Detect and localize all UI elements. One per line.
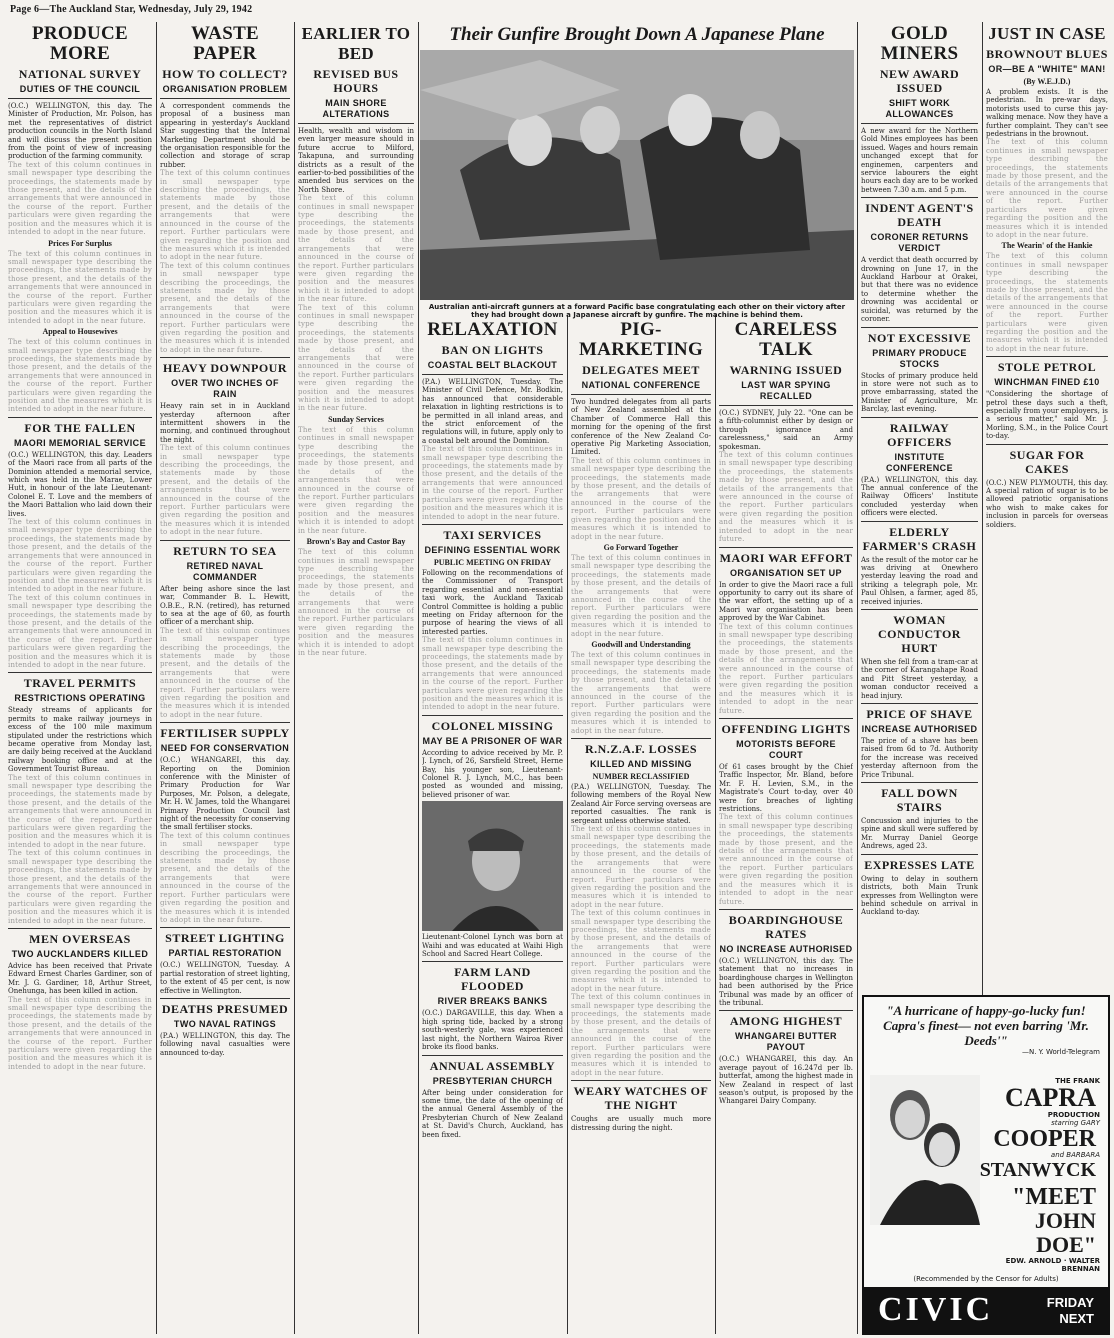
masthead: Page 6—The Auckland Star, Wednesday, July 29, 1942 — [10, 4, 253, 15]
crosshead: Brown's Bay and Castor Bay — [306, 537, 406, 547]
article-text: Health, wealth and wisdom in even larger measure should in future accrue to Milford, Takapuna, and surrounding districts as a result of the earlier-to-bed possibilities of the amended bus services on the North Shore. — [298, 127, 414, 194]
article-continuation: The text of this column continues in small newspaper type describing the proceedings, the statements made by those present, and the details of the arrangements that were announced in the course of the report. Further particulars were given regarding the position and the measures which it is intended to adopt in the near future. — [8, 849, 152, 925]
subhead-small: KILLED AND MISSING — [590, 759, 692, 770]
ad-film-title: JOHN DOE" — [1034, 1208, 1096, 1257]
headline-woman-conductor-hurt: WOMAN CONDUCTOR HURT — [878, 613, 961, 655]
article-continuation: The text of this column continues in small newspaper type describing the proceedings, the statements made by those present, and the details of the arrangements that were announced in the course of the report. Further particulars were given regarding the position and the measures which it is intended to adopt in the near future. — [298, 303, 414, 413]
headline-farm-land-flooded: FARM LAND FLOODED — [454, 965, 531, 994]
divider — [861, 703, 978, 704]
article-text: A new award for the Northern Gold Mines employees has been issued. Wages and hours remain unchanged except that for enginemen, carpenters and service labourers the eight hours each day are to be worked between 7.30 a.m. and 5 p.m. — [861, 127, 978, 194]
ad-director: CAPRA — [1005, 1083, 1096, 1112]
article-text: (O.C.) WELLINGTON, this day. The Minister of Production, Mr. Polson, has met the representatives of district production councils in the North Island and will discuss the present position from the point of view of increasing production of the farming community. — [8, 102, 152, 161]
article-continuation: The text of this column continues in small newspaper type describing the proceedings, the statements made by those present, and the details of the arrangements that were announced in the course of the report. Further particulars were given regarding the position and the measures which it is intended to adopt in the near future. — [298, 194, 414, 304]
ad-line: starring GARY — [1051, 1119, 1100, 1127]
crosshead: NUMBER RECLASSIFIED — [592, 772, 690, 782]
article-continuation: The text of this column continues in small newspaper type describing the proceedings, the statements made by those present, and the details of the arrangements that were announced in the course of the report. Further particulars were given regarding the position and the measures which it is intended to adopt in the near future. — [8, 773, 152, 849]
headline-relaxation: RELAXATION — [427, 319, 558, 340]
article-text: (O.C.) WELLINGTON, this day. Leaders of the Maori race from all parts of the Dominion attended a memorial service, which was held in the Marae, Lower Hutt, in honour of the late Lieutenant-Colonel E. T. Love and the members of the Maori Battalion who laid down their lives. — [8, 450, 152, 518]
crosshead: PUBLIC MEETING ON FRIDAY — [433, 557, 552, 567]
column-rule — [156, 22, 157, 1334]
divider — [8, 417, 152, 418]
headline-maori-war-effort: MAORI WAR EFFORT — [719, 550, 853, 565]
subhead-small: WINCHMAN FINED £10 — [994, 377, 1100, 388]
ad-star-cooper: COOPER — [993, 1126, 1096, 1152]
crosshead: Appeal to Housewives — [42, 327, 118, 337]
divider — [160, 722, 290, 723]
headline-colonel-missing: COLONEL MISSING — [431, 718, 554, 733]
photo-headline: Their Gunfire Brought Down A Japanese Plane — [449, 24, 825, 45]
column-rule — [715, 315, 716, 1334]
ad-next: NEXT — [1059, 1311, 1094, 1326]
subhead-small: MAORI MEMORIAL SERVICE — [14, 437, 146, 448]
headline-boardinghouse-rates: BOARDINGHOUSE RATES — [728, 912, 844, 941]
ad-billing — [978, 1077, 1108, 1273]
headline-not-excessive: NOT EXCESSIVE — [867, 330, 972, 345]
ad-cast: EDW. ARNOLD · WALTER BRENNAN — [1005, 1257, 1100, 1273]
divider — [719, 718, 853, 719]
crosshead: The Wearin' of the Hankie — [1001, 241, 1093, 251]
headline-just-in-case: JUST IN CASE — [988, 24, 1106, 43]
article-text: According to advice received by Mr. P. J. Lynch, of 26, Sarsfield Street, Herne Bay, his younger son, Lieutenant-Colonel R. J. Lynch, M.C., has been posted as wounded and missing, believed prisoner of war. — [422, 748, 563, 799]
photo-caption: Australian anti-aircraft gunners at a forward Pacific base congratulating each other on their victory after they had brought down a Japanese aircraft by gunfire. The machine is behind them. — [428, 303, 846, 319]
article-text: Two hundred delegates from all parts of New Zealand assembled at the Chamber of Commerce Hall this morning for the opening of the first conference of the New Zealand Co-operative Pig Marketing Association, Limited. — [571, 398, 711, 457]
subhead-small: MAIN SHORE ALTERATIONS — [322, 98, 390, 119]
column-rule — [418, 22, 419, 1334]
article-continuation: The text of this column continues in small newspaper type describing the proceedings, the statements made by those present, and the details of the arrangements that were announced in the course of the report. Further particulars were given regarding the position and the measures which it is intended to adopt in the near future. — [8, 338, 152, 414]
article-text: (O.C.) WELLINGTON, Tuesday. A partial restoration of street lighting, to the extent of 45 per cent, is now effective in Wellington. — [160, 961, 290, 995]
headline-among-highest: AMONG HIGHEST — [729, 1014, 843, 1029]
subhead-small: RESTRICTIONS OPERATING — [14, 693, 146, 704]
column-rule — [857, 22, 858, 1334]
divider — [8, 928, 152, 929]
subhead-small: NEED FOR CONSERVATION — [160, 743, 290, 754]
headline-street-lighting: STREET LIGHTING — [165, 931, 285, 946]
subhead-small: RIVER BREAKS BANKS — [437, 996, 548, 1007]
article-continuation: The text of this column continues in small newspaper type describing the proceedings, the statements made by those present, and the details of the arrangements that were announced in the course of the report. Further particulars were given regarding the position and the measures which it is intended to adopt in the near future. — [719, 813, 853, 906]
byline: (By W.E.J.D.) — [1023, 77, 1071, 86]
subhead-small: NATIONAL CONFERENCE — [581, 380, 701, 390]
article-text: Stocks of primary produce held in store were not such as to prove embarrassing, stated the Minister of Agriculture, Mr. Barclay, last evening. — [861, 371, 978, 414]
article-continuation: The text of this column continues in small newspaper type describing the proceedings, the statements made by those present, and the details of the arrangements that were announced in the course of the report. Further particulars were given regarding the position and the measures which it is intended to adopt in the near future. — [8, 995, 152, 1071]
crosshead: Sunday Services — [328, 414, 384, 424]
headline-taxi-services: TAXI SERVICES — [443, 527, 542, 542]
article-continuation: The text of this column continues in small newspaper type describing the proceedings, the statements made by those present, and the details of the arrangements that were announced in the course of the report. Further particulars were given regarding the position and the measures which it is intended to adopt in the near future. — [422, 636, 563, 712]
headline-gold-miners: GOLD MINERS — [880, 23, 959, 64]
article-continuation: The text of this column continues in small newspaper type describing the proceedings, the statements made by those present, and the details of the arrangements that were announced in the course of the report. Further particulars were given regarding the position and the measures which it is intended to adopt in the near future. — [8, 160, 152, 237]
subhead: DELEGATES MEET — [582, 363, 700, 377]
article-text: (P.A.) WELLINGTON, Tuesday. The following members of the Royal New Zealand Air Force serving overseas are reported casualties. The rank is sergeant unless otherwise stated. — [571, 783, 711, 825]
headline-expresses-late: EXPRESSES LATE — [864, 857, 975, 872]
column-earlier-to-bed — [298, 22, 414, 1334]
article-continuation: The text of this column continues in small newspaper type describing the proceedings, the statements made by those present, and the details of the arrangements that were announced in the course of the report. Further particulars were given regarding the position and the measures which it is intended to adopt in the near future. — [571, 825, 711, 909]
divider — [719, 547, 853, 548]
subhead-small: WHANGAREI BUTTER PAYOUT — [735, 1031, 837, 1053]
headline-pig-marketing: PIG-MARKETING — [578, 319, 704, 360]
headline-fertiliser-supply: FERTILISER SUPPLY — [160, 726, 290, 741]
divider — [160, 540, 290, 541]
divider — [160, 927, 290, 928]
article-text: (O.C.) DARGAVILLE, this day. When a high spring tide, backed by a strong south-westerly gale, was experienced last night, the Northern Wairoa River broke its flood banks. — [422, 1009, 563, 1052]
headline-deaths-presumed: DEATHS PRESUMED — [161, 1001, 289, 1016]
subhead: BAN ON LIGHTS — [441, 343, 544, 357]
article-continuation: The text of this column continues in small newspaper type describing the proceedings, the statements made by those present, and the details of the arrangements that were announced in the course of the report. Further particulars were given regarding the position and the measures which it is intended to adopt in the near future. — [298, 425, 414, 535]
ad-line: THE FRANK — [1055, 1077, 1100, 1085]
subhead-small: CORONER RETURNS VERDICT — [870, 232, 969, 254]
portrait-photo — [422, 801, 563, 931]
divider — [571, 1080, 711, 1081]
article-text: (O.C.) NEW PLYMOUTH, this day. A special ration of sugar is to be allowed patriotic organisations who wish to make cakes for inclusion in parcels for overseas soldiers. — [986, 478, 1108, 529]
subhead-small: MAY BE A PRISONER OF WAR — [422, 735, 563, 746]
divider — [861, 782, 978, 783]
article-text: A problem exists. It is the pedestrian. In pre-war days, motorists used to curse this jay-walking menace. Now they have a further complaint. They can't see pedestrians in the brownout. — [986, 88, 1108, 139]
article-continuation: The text of this column continues in small newspaper type describing the proceedings, the statements made by those present, and the details of the arrangements that were announced in the course of the report. Further particulars were given regarding the position and the measures which it is intended to adopt in the near future. — [422, 445, 563, 521]
article-continuation: The text of this column continues in small newspaper type describing the proceedings, the statements made by those present, and the details of the arrangements that were announced in the course of the report. Further particulars were given regarding the position and the measures which it is intended to adopt in the near future. — [719, 451, 853, 544]
subhead-small: OR—BE A "WHITE" MAN! — [988, 64, 1106, 74]
article-continuation: The text of this column continues in small newspaper type describing the proceedings, the statements made by those present, and the details of the arrangements that were announced in the course of the report. Further particulars were given regarding the position and the measures which it is intended to adopt in the near future. — [571, 650, 711, 735]
subhead: HOW TO COLLECT? — [162, 67, 288, 81]
article-continuation: The text of this column continues in small newspaper type describing the proceedings, the statements made by those present, and the details of the arrangements that were announced in the course of the report. Further particulars were given regarding the position and the measures which it is intended to adopt in the near future. — [986, 138, 1108, 239]
column-waste-paper — [160, 22, 290, 1334]
article-text: (O.C.) WELLINGTON, this day. The statement that no increases in boardinghouse charges in Wellington had been authorised by the Price Tribunal was made by an officer of the tribunal. — [719, 956, 853, 1007]
article-continuation: The text of this column continues in small newspaper type describing the proceedings, the statements made by those present, and the details of the arrangements that were announced in the course of the report. Further particulars were given regarding the position and the measures which it is intended to adopt in the near future. — [8, 518, 152, 594]
article-text: (P.A.) WELLINGTON, this day. The following naval casualties were announced to-day. — [160, 1031, 290, 1057]
subhead-small: DEFINING ESSENTIAL WORK — [424, 544, 561, 555]
article-text: Concussion and injuries to the spine and skull were suffered by Mr. Murray Daniel George Andrews, aged 23. — [861, 817, 978, 851]
divider — [160, 98, 290, 99]
divider — [719, 1010, 853, 1011]
article-continuation: The text of this column continues in small newspaper type describing the proceedings, the statements made by those present, and the details of the arrangements that were announced in the course of the report. Further particulars were given regarding the position and the measures which it is intended to adopt in the near future. — [986, 252, 1108, 353]
article-continuation: The text of this column continues in small newspaper type describing the proceedings, the statements made by those present, and the details of the arrangements that were announced in the course of the report. Further particulars were given regarding the position and the measures which it is intended to adopt in the near future. — [571, 993, 711, 1077]
subhead-small: MOTORISTS BEFORE COURT — [736, 739, 836, 760]
article-text: (O.C.) WHANGAREI, this day. An average payout of 16.247d per lb. butterfat, among the highest made in New Zealand in respect of last season's output, is proposed by the Whangarei Dairy Company. — [719, 1055, 853, 1106]
ad-quote-source: —N. Y. World-Telegram — [1021, 1048, 1100, 1056]
divider — [8, 98, 152, 99]
portrait-illustration — [422, 801, 563, 931]
headline-offending-lights: OFFENDING LIGHTS — [721, 722, 851, 736]
article-text: Steady streams of applicants for permits to make railway journeys in excess of the 100 mile maximum stipulated under the restrictions which became operative from Monday last, are daily being received at the Auckland railway booking office and at the Government Tourist Bureau. — [8, 706, 152, 774]
crosshead: Prices For Surplus — [48, 238, 112, 248]
headline-weary-watches: WEARY WATCHES OF THE NIGHT — [573, 1084, 709, 1113]
ad-film-title: "MEET — [1012, 1184, 1096, 1210]
headline-careless-talk: CARELESS TALK — [734, 319, 838, 360]
ad-day: FRIDAY — [1046, 1295, 1094, 1310]
divider — [861, 854, 978, 855]
headline-earlier-to-bed: EARLIER TO BED — [301, 24, 411, 63]
subhead: REVISED BUS HOURS — [313, 67, 399, 95]
ad-theatre-banner — [864, 1287, 1108, 1333]
ad-star-stanwyck: STANWYCK — [979, 1159, 1096, 1181]
subhead-small: PRESBYTERIAN CHURCH — [432, 1075, 553, 1086]
divider — [719, 909, 853, 910]
movie-advertisement — [862, 995, 1110, 1335]
headline-men-overseas: MEN OVERSEAS — [29, 931, 131, 946]
headline-heavy-downpour: HEAVY DOWNPOUR — [162, 361, 287, 376]
divider — [719, 405, 853, 406]
subhead-small: COASTAL BELT BLACKOUT — [427, 360, 558, 370]
ad-theatre-name: CIVIC — [878, 1291, 994, 1328]
headline-annual-assembly: ANNUAL ASSEMBLY — [429, 1058, 556, 1073]
photo-anti-aircraft-gunners — [420, 50, 854, 300]
headline-stole-petrol: STOLE PETROL — [997, 360, 1097, 375]
article-continuation: The text of this column continues in small newspaper type describing the proceedings, the statements made by those present, and the details of the arrangements that were announced in the course of the report. Further particulars were given regarding the position and the measures which it is intended to adopt in the near future. — [160, 261, 290, 354]
article-text: Of 61 cases brought by the Chief Traffic Inspector, Mr. Bland, before Mr. F. H. Levien, S.M., in the Magistrate's Court to-day, over 40 were for breaches of lighting restrictions. — [719, 763, 853, 814]
article-text: (O.C.) WHANGAREI, this day. Reporting on the Dominion conference with the Minister of Primary Production for War Purposes, Mr. Polson, a delegate, Mr. H. W. James, told the Whangarei Primary Production Council last night of the necessity for conserving the small fertiliser stocks. — [160, 756, 290, 832]
article-text: Lieutenant-Colonel Lynch was born at Waihi and was educated at Waihi High School and Sacred Heart College. — [422, 933, 563, 959]
article-text: The price of a shave has been raised from 6d to 7d. Authority for the increase was received yesterday afternoon from the Price Tribunal. — [861, 737, 978, 779]
ad-line: and BARBARA — [1050, 1151, 1100, 1159]
subhead-small: TWO NAVAL RATINGS — [173, 1018, 277, 1029]
subhead-small: DUTIES OF THE COUNCIL — [19, 84, 141, 94]
ad-stars-illustration — [870, 1075, 980, 1225]
column-relaxation — [422, 318, 563, 1334]
article-text: (O.C.) SYDNEY, July 22. "One can be a fifth-columnist either by design or through ignorance and carelessness," said an Army spokesman. — [719, 409, 853, 451]
subhead: NATIONAL SURVEY — [18, 67, 142, 81]
article-text: In order to give the Maori race a full opportunity to carry out its share of the war effort, the setting up of a Maori war organisation has been approved by the War Cabinet. — [719, 580, 853, 623]
divider — [986, 444, 1108, 445]
subhead-small: ORGANISATION PROBLEM — [162, 84, 288, 94]
divider — [422, 715, 563, 716]
divider — [861, 609, 978, 610]
ad-censor-note: (Recommended by the Censor for Adults) — [913, 1275, 1059, 1283]
subhead-small: NO INCREASE AUTHORISED — [719, 943, 853, 954]
article-text: (P.A.) WELLINGTON, Tuesday. The Minister of Civil Defence, Mr. Bodkin, has announced that considerable relaxation in lighting restrictions is to be permitted in all inland areas, and the strict enforcement of the regulations will, in future, apply only to a coastal belt around the Dominion. — [422, 378, 563, 445]
headline-elderly-farmers-crash: ELDERLY FARMER'S CRASH — [862, 524, 977, 553]
photo-illustration — [420, 50, 854, 300]
article-text: As the result of the motor car he was driving at Onewhero yesterday leaving the road and striking a telegraph pole, Mr. Paul Ohlsen, a farmer, aged 85, received injuries. — [861, 555, 978, 606]
divider — [160, 357, 290, 358]
column-just-in-case — [986, 22, 1108, 988]
divider — [422, 524, 563, 525]
article-text: (P.A.) WELLINGTON, this day. The annual conference of the Railway Officers' Institute concluded yesterday when officers were elected. — [861, 475, 978, 518]
article-continuation: The text of this column continues in small newspaper type describing the proceedings, the statements made by those present, and the details of the arrangements that were announced in the course of the report. Further particulars were given regarding the position and the measures which it is intended to adopt in the near future. — [571, 909, 711, 993]
divider — [861, 521, 978, 522]
headline-return-to-sea: RETURN TO SEA — [173, 543, 277, 558]
ad-line: PRODUCTION — [1047, 1111, 1100, 1119]
subhead: NEW AWARD ISSUED — [879, 67, 960, 95]
article-text: Advice has been received that Private Edward Ernest Charles Gardiner, son of Mr. J. G. Gardiner, 18, Arthur Street, Onehunga, has been killed in action. — [8, 961, 152, 996]
subhead-small: RETIRED NAVAL COMMANDER — [186, 560, 264, 582]
article-continuation: The text of this column continues in small newspaper type describing the proceedings, the statements made by those present, and the details of the arrangements that were announced in the course of the report. Further particulars were given regarding the position and the measures which it is intended to adopt in the near future. — [160, 169, 290, 262]
article-text: After being ashore since the last war, Commander B. L. Hewitt, O.B.E., R.N. (retired), has returned to sea at the age of 60, as fourth officer of a merchant ship. — [160, 584, 290, 627]
subhead-small: SHIFT WORK ALLOWANCES — [885, 98, 954, 119]
column-careless-talk — [719, 318, 853, 1334]
article-text: When she fell from a tram-car at the corner of Karangahape Road and Pitt Street yesterday, a woman conductor received a head injury. — [861, 658, 978, 700]
article-text: A correspondent commends the proposal of a business man appearing in yesterday's Auckland Star suggesting that the Internal Marketing Department should be the organisation responsible for the collection and storage of scrap rubber. — [160, 102, 290, 169]
article-continuation: The text of this column continues in small newspaper type describing the proceedings, the statements made by those present, and the details of the arrangements that were announced in the course of the report. Further particulars were given regarding the position and the measures which it is intended to adopt in the near future. — [571, 553, 711, 638]
divider — [986, 356, 1108, 357]
headline-sugar-for-cakes: SUGAR FOR CAKES — [1009, 447, 1085, 476]
article-continuation: The text of this column continues in small newspaper type describing the proceedings, the statements made by those present, and the details of the arrangements that were announced in the course of the report. Further particulars were given regarding the position and the measures which it is intended to adopt in the near future. — [160, 831, 290, 924]
headline-railway-officers: RAILWAY OFFICERS — [887, 420, 952, 449]
subhead: BROWNOUT BLUES — [986, 47, 1108, 61]
subhead-small: INCREASE AUTHORISED — [861, 724, 978, 735]
divider — [571, 738, 711, 739]
divider — [298, 123, 414, 124]
subhead-small: INSTITUTE CONFERENCE — [885, 451, 953, 473]
crosshead: Go Forward Together — [603, 542, 679, 552]
column-rule — [294, 22, 295, 1334]
subhead-small: PRIMARY PRODUCE STOCKS — [872, 347, 967, 369]
headline-indent-agents-death: INDENT AGENT'S DEATH — [865, 201, 974, 230]
article-continuation: The text of this column continues in small newspaper type describing the proceedings, the statements made by those present, and the details of the arrangements that were announced in the course of the report. Further particulars were given regarding the position and the measures which it is intended to adopt in the near future. — [160, 626, 290, 719]
subhead-small: ORGANISATION SET UP — [730, 567, 842, 578]
headline-produce-more: PRODUCE MORE — [31, 23, 129, 64]
divider — [861, 417, 978, 418]
article-continuation: The text of this column continues in small newspaper type describing the proceedings, the statements made by those present, and the details of the arrangements that were announced in the course of the report. Further particulars were given regarding the position and the measures which it is intended to adopt in the near future. — [298, 548, 414, 657]
headline-waste-paper: WASTE PAPER — [190, 23, 260, 64]
subhead-small: OVER TWO INCHES OF RAIN — [171, 378, 279, 400]
divider — [160, 998, 290, 999]
article-continuation: The text of this column continues in small newspaper type describing the proceedings, the statements made by those present, and the details of the arrangements that were announced in the course of the report. Further particulars were given regarding the position and the measures which it is intended to adopt in the near future. — [719, 622, 853, 715]
headline-fall-down-stairs: FALL DOWN STAIRS — [881, 786, 958, 815]
article-text: Owing to delay in southern districts, both Main Trunk expresses from Wellington were behind schedule on arrival in Auckland to-day. — [861, 874, 978, 917]
article-continuation: The text of this column continues in small newspaper type describing the proceedings, the statements made by those present, and the details of the arrangements that were announced in the course of the report. Further particulars were given regarding the position and the measures which it is intended to adopt in the near future. — [8, 249, 152, 325]
divider — [422, 961, 563, 962]
divider — [861, 327, 978, 328]
divider — [422, 374, 563, 375]
article-text: "Considering the shortage of petrol these days such a theft, especially from your employers, is a serious matter," said Mr. J. Morling, S.M., in the Police Court to-day. — [986, 390, 1108, 441]
column-rule — [567, 315, 568, 1334]
divider — [571, 394, 711, 395]
column-pig-marketing — [571, 318, 711, 1334]
article-text: Heavy rain set in in Auckland yesterday afternoon after intermittent showers in the morning, and continued throughout the night. — [160, 402, 290, 444]
subhead-small: TWO AUCKLANDERS KILLED — [11, 948, 149, 959]
subhead: WARNING ISSUED — [729, 363, 843, 377]
divider — [422, 1055, 563, 1056]
ad-quote: "A hurricane of happy-go-lucky fun! Capra's finest— not even barring 'Mr. Deeds'" — [883, 1003, 1089, 1048]
headline-price-of-shave: PRICE OF SHAVE — [866, 707, 973, 722]
article-text: Following on the recommendations of the Commissioner of Transport regarding essential and non-essential taxi work, the Auckland Taxicab Control Committee is holding a public meeting on Friday afternoon for the purpose of hearing the views of all interested parties. — [422, 568, 563, 636]
article-text: After being under consideration for some time, the date of the opening of the annual General Assembly of the Presbyterian Church of New Zealand at St. David's Church, Auckland, has been fixed. — [422, 1088, 563, 1139]
headline-rnzaf-losses: R.N.Z.A.F. LOSSES — [584, 742, 698, 757]
subhead-small: PARTIAL RESTORATION — [168, 948, 282, 959]
article-text: A verdict that death occurred by drowning on June 17, in the Auckland Harbour at Orakei, but that there was no evidence to determine whether the drowning was accidental or suicidal, was returned by the coroner. — [861, 256, 978, 324]
article-text: Coughs are usually much more distressing during the night. — [571, 1115, 711, 1132]
divider — [861, 123, 978, 124]
headline-travel-permits: TRAVEL PERMITS — [23, 676, 137, 691]
column-produce-more — [8, 22, 152, 1334]
subhead-small: LAST WAR SPYING RECALLED — [741, 380, 831, 401]
crosshead: Goodwill and Understanding — [591, 639, 691, 649]
article-continuation: The text of this column continues in small newspaper type describing the proceedings, the statements made by those present, and the details of the arrangements that were announced in the course of the report. Further particulars were given regarding the position and the measures which it is intended to adopt in the near future. — [571, 456, 711, 541]
divider — [861, 197, 978, 198]
divider — [8, 672, 152, 673]
article-continuation: The text of this column continues in small newspaper type describing the proceedings, the statements made by those present, and the details of the arrangements that were announced in the course of the report. Further particulars were given regarding the position and the measures which it is intended to adopt in the near future. — [160, 444, 290, 537]
headline-for-the-fallen: FOR THE FALLEN — [24, 420, 136, 435]
article-continuation: The text of this column continues in small newspaper type describing the proceedings, the statements made by those present, and the details of the arrangements that were announced in the course of the report. Further particulars were given regarding the position and the measures which it is intended to adopt in the near future. — [8, 593, 152, 669]
